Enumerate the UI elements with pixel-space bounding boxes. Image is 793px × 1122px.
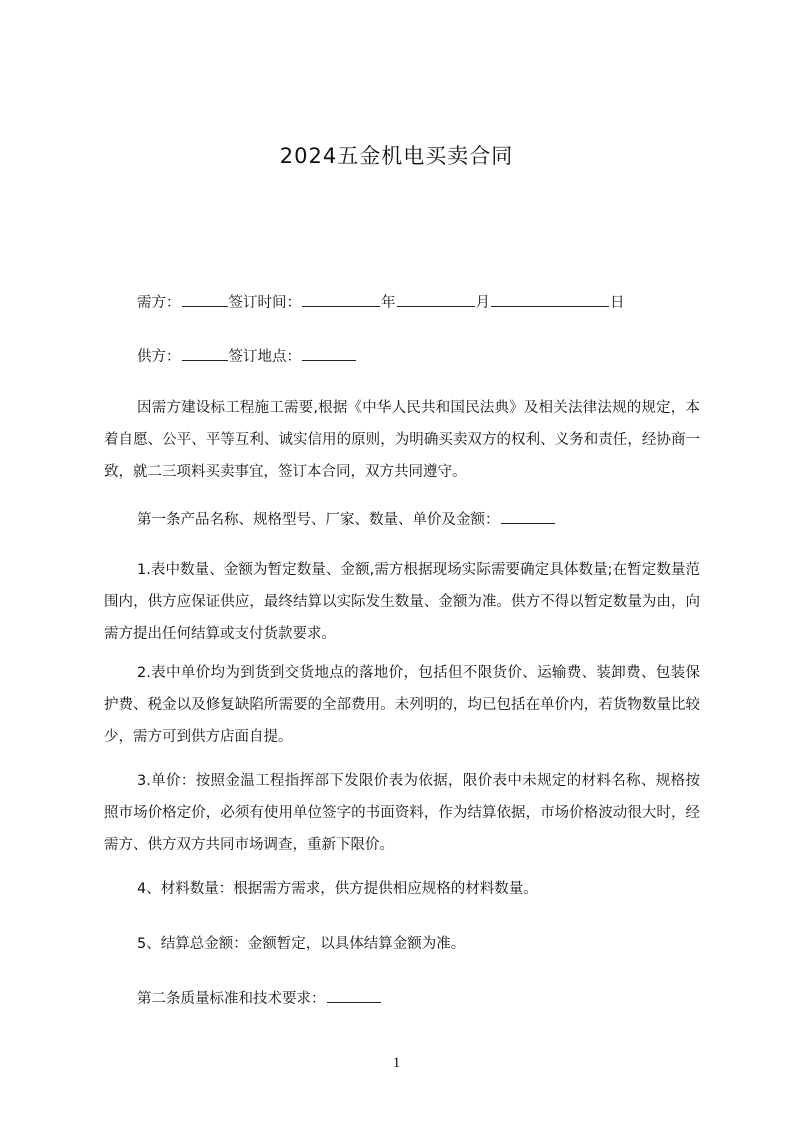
year-blank[interactable] (302, 292, 380, 307)
sign-time-label: 签订时间： (228, 295, 301, 311)
article-1-heading: 第一条产品名称、规格型号、厂家、数量、单价及金额： (137, 512, 500, 528)
article-2-blank[interactable] (327, 988, 381, 1003)
seller-label: 供方： (137, 349, 181, 365)
clause-2: 2.表中单价均为到货到交货地点的落地价，包括但不限货价、运输费、装卸费、包装保护费、税金以及修复缺陷所需要的全部费用。未列明的，均已包括在单价内，若货物数量比较少，需方可到供方店面自提。 (104, 665, 700, 745)
buyer-blank[interactable] (182, 292, 228, 307)
article-2-line (137, 987, 382, 1008)
day-blank[interactable] (491, 292, 609, 307)
sign-place-blank[interactable] (302, 346, 356, 361)
clause-1: 1.表中数量、金额为暂定数量、金额,需方根据现场实际需要确定具体数量;在暂定数量范围内，供方应保证供应，最终结算以实际发生数量、金额为准。供方不得以暂定数量为由，向需方提出任何结算或支付货款要求。 (104, 562, 700, 642)
clause-5: 5、结算总金额：金额暂定，以具体结算金额为准。 (137, 936, 466, 952)
clause-4: 4、材料数量：根据需方需求，供方提供相应规格的材料数量。 (137, 881, 538, 897)
year-label: 年 (381, 295, 396, 311)
day-label: 日 (610, 295, 625, 311)
buyer-sign-time-line (137, 291, 625, 312)
intro-paragraph: 因需方建设标工程施工需要,根据《中华人民共和国民法典》及相关法律法规的规定，本着自愿、公平、平等互利、诚实信用的原则，为明确买卖双方的权利、义务和责任，经协商一致，就二三项料买卖事宜，签订本合同，双方共同遵守。 (104, 400, 700, 480)
seller-blank[interactable] (182, 346, 228, 361)
document-title: 2024五金机电买卖合同 (279, 144, 514, 168)
clause-3: 3.单价：按照金温工程指挥部下发限价表为依据，限价表中未规定的材料名称、规格按照市场价格定价，必须有使用单位签字的书面资料，作为结算依据，市场价格波动很大时，经需方、供方双方共同市场调查，重新下限价。 (104, 773, 700, 853)
buyer-label: 需方： (137, 295, 181, 311)
seller-sign-place-line (137, 345, 357, 366)
month-blank[interactable] (397, 292, 475, 307)
page-number: 1 (392, 1055, 401, 1071)
article-1-blank[interactable] (501, 509, 555, 524)
article-2-heading: 第二条质量标准和技术要求： (137, 991, 326, 1007)
article-1-line (137, 508, 556, 529)
sign-place-label: 签订地点： (228, 349, 301, 365)
month-label: 月 (475, 295, 490, 311)
